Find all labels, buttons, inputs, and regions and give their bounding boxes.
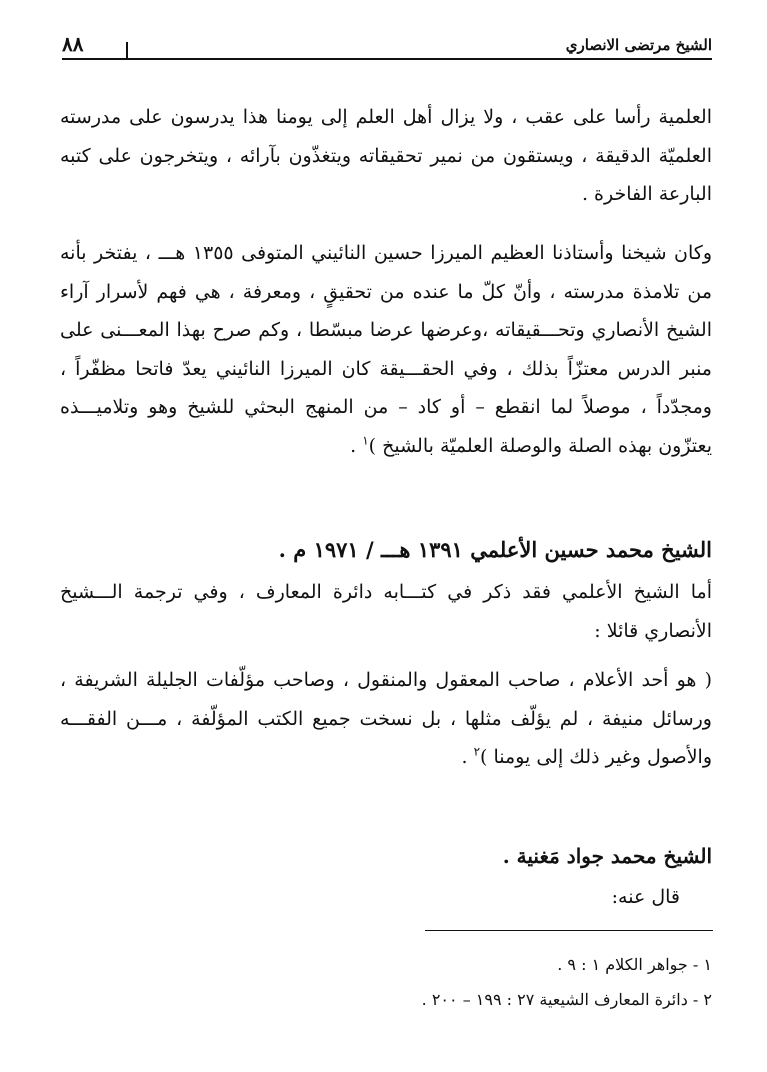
footnote-ref-1: ١: [362, 433, 369, 448]
paragraph-2: [60, 234, 712, 465]
paragraph-4-text: ( هو أحد الأعلام ، صاحب المعقول والمنقول ، وصاحب مؤلّفات الجليلة الشريفة ، ورسائل منيفة ، لم يؤلّف مثلها ، بل نسخت جميع الكتب المؤلّفة ، مـــن الفقـــه والأصول وغير ذلك إلى يومنا ): [60, 669, 712, 768]
running-title: الشيخ مرتضى الانصاري: [565, 36, 712, 54]
header-rule: [62, 58, 712, 60]
footnote-ref-2: ٢: [473, 744, 481, 759]
qal-anhu-line: قال عنه:: [611, 886, 680, 908]
footnote-2: ٢ - دائرة المعارف الشيعية ٢٧ : ١٩٩ – ٢٠٠ .: [421, 990, 712, 1009]
page-number: ٨٨: [62, 32, 84, 56]
paragraph-1: العلمية رأسا على عقب ، ولا يزال أهل العلم إلى يومنا هذا يدرسون على مدرسته العلميّة الدقيقة ، ويستقون من نمير تحقيقاته ويتغذّون بآرائه ، ويتخرجون على كتبه البارعة الفاخرة .: [60, 106, 712, 205]
footnote-separator: [425, 930, 713, 931]
paragraph-4-quote: [60, 661, 712, 777]
page-header: [62, 32, 712, 62]
footnote-1: ١ - جواهر الكلام ١ : ٩ .: [557, 955, 712, 974]
paragraph-3: أما الشيخ الأعلمي فقد ذكر في كتـــابه دائرة المعارف ، وفي ترجمة الـــشيخ الأنصاري قائلا :: [60, 581, 712, 642]
paragraph-2-end: .: [350, 434, 363, 457]
paragraph-4-end: .: [461, 746, 474, 768]
section-heading-mughniyya: الشيخ محمد جواد مَغنية .: [502, 844, 712, 868]
header-tick-mark: [126, 42, 128, 58]
section-heading-alami: الشيخ محمد حسين الأعلمي ١٣٩١ هـــ / ١٩٧١ م .: [278, 537, 712, 562]
paragraph-2-text: وكان شيخنا وأستاذنا العظيم الميرزا حسين النائيني المتوفى ١٣٥٥ هـــ ، يفتخر بأنه من تلامذة مدرسته ، وأنّ كلّ ما عنده من تحقيقٍ ، ومعرفة ، هي فهم لأسرار آراء الشيخ الأنصاري وتحـــقيقاته ،وعرضها عرضا مبسّطا ، وكم صرح بهذا المعـــنى على منبر الدرس معتزّاً بذلك ، وفي الحقـــيقة كان الميرزا النائيني يعدّ فاتحا مظفّراً ، ومجدّداً ، موصلاً لما انقطع – أو كاد – من المنهج البحثي للشيخ وهو وتلاميـــذه يعتزّون بهذه الصلة والوصلة العلميّة بالشيخ ): [60, 242, 712, 457]
